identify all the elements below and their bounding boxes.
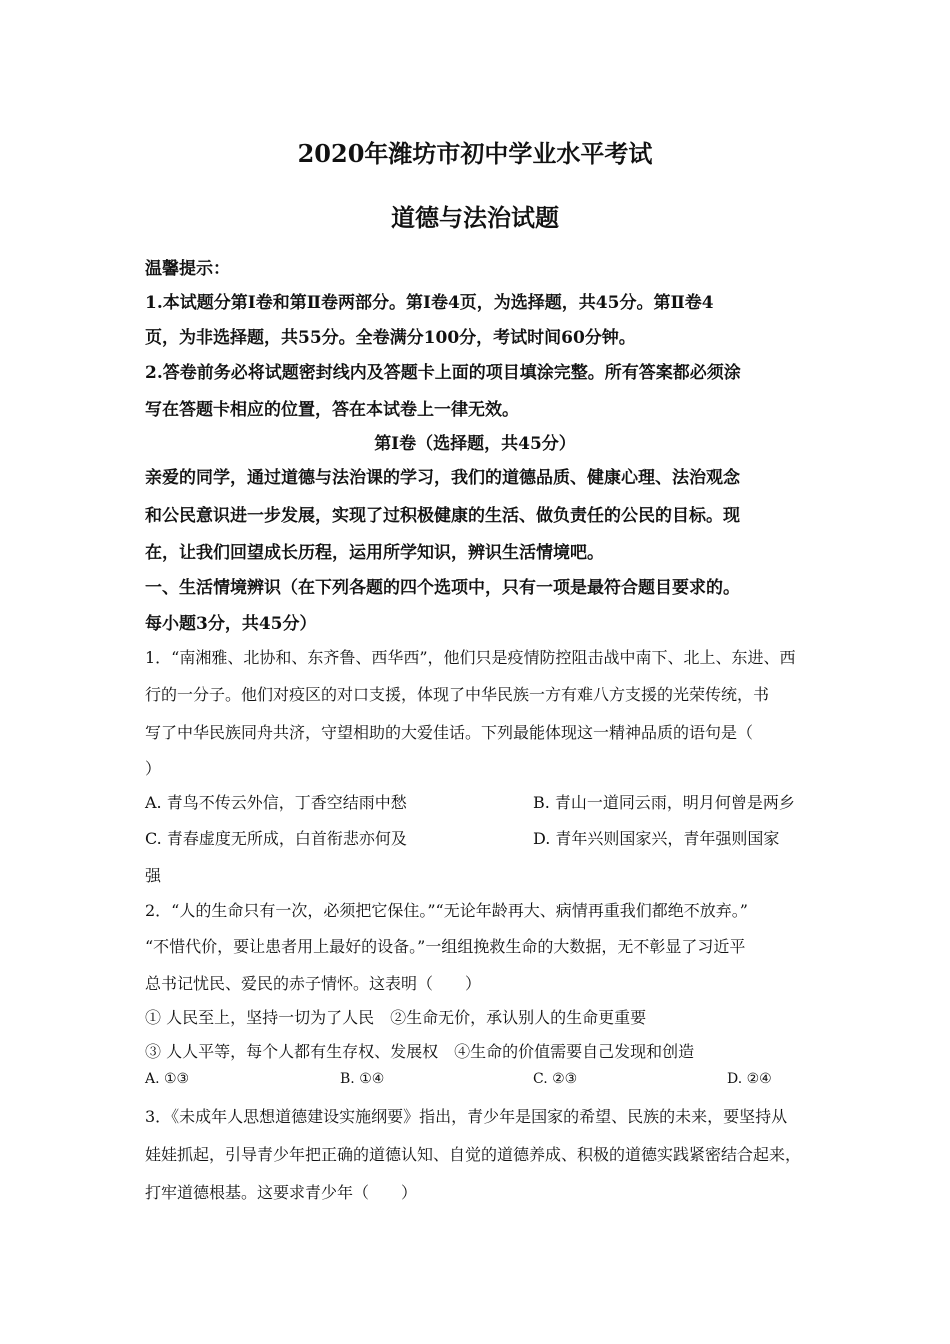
question-2-line-1: 2．“人的生命只有一次，必须把它保住。”“无论年龄再大、病情再重我们都绝不放弃。” xyxy=(145,901,748,920)
question-3-line-1: 3．《未成年人思想道德建设实施纲要》指出，青少年是国家的希望、民族的未来，要坚持从 xyxy=(145,1107,788,1126)
question-1-line-4: ） xyxy=(145,759,162,778)
notice-item-1-line-2: 页，为非选择题，共55分。全卷满分100分，考试时间60分钟。 xyxy=(145,328,636,348)
question-2-option-c: C. ②③ xyxy=(533,1071,578,1087)
exam-subtitle: 道德与法治试题 xyxy=(391,203,559,232)
question-2-line-3: 总书记忧民、爱民的赤子情怀。这表明（ ） xyxy=(145,974,482,993)
part-heading-line-2: 每小题3分，共45分） xyxy=(145,614,317,634)
question-1-option-d-continued: 强 xyxy=(145,866,162,885)
question-1-option-a: A. 青鸟不传云外信，丁香空结雨中愁 xyxy=(145,793,407,812)
question-1-line-3: 写了中华民族同舟共济，守望相助的大爱佳话。下列最能体现这一精神品质的语句是（ xyxy=(145,723,754,742)
question-3-line-2: 娃娃抓起，引导青少年把正确的道德认知、自觉的道德养成、积极的道德实践紧密结合起来， xyxy=(145,1145,802,1164)
notice-item-2-line-1: 2.答卷前务必将试题密封线内及答题卡上面的项目填涂完整。所有答案都必须涂 xyxy=(145,363,741,383)
question-2-line-2: “不惜代价，要让患者用上最好的设备。”一组组挽救生命的大数据，无不彰显了习近平 xyxy=(145,937,746,956)
question-1-option-d: D. 青年兴则国家兴，青年强则国家 xyxy=(533,829,780,848)
question-2-statement-1: ① 人民至上，坚持一切为了人民 ②生命无价，承认别人的生命更重要 xyxy=(145,1008,647,1027)
part-heading-line-1: 一、生活情境辨识（在下列各题的四个选项中，只有一项是最符合题目要求的。 xyxy=(145,578,740,598)
question-1-line-2: 行的一分子。他们对疫区的对口支援，体现了中华民族一方有难八方支援的光荣传统，书 xyxy=(145,685,770,704)
section-heading: 第Ⅰ卷（选择题，共45分） xyxy=(374,434,576,454)
question-2-option-a: A. ①③ xyxy=(145,1071,190,1087)
exam-title: 2020年潍坊市初中学业水平考试 xyxy=(297,139,653,168)
notice-heading: 温馨提示： xyxy=(145,259,230,279)
section-intro-line-1: 亲爱的同学，通过道德与法治课的学习，我们的道德品质、健康心理、法治观念 xyxy=(145,468,740,488)
section-intro-line-2: 和公民意识进一步发展，实现了过积极健康的生活、做负责任的公民的目标。现 xyxy=(145,506,740,526)
section-intro-line-3: 在，让我们回望成长历程，运用所学知识，辨识生活情境吧。 xyxy=(145,543,604,563)
question-1-option-c: C. 青春虚度无所成，白首衔悲亦何及 xyxy=(145,829,407,848)
question-3-line-3: 打牢道德根基。这要求青少年（ ） xyxy=(145,1183,418,1202)
question-1-line-1: 1．“南湘雅、北协和、东齐鲁、西华西”，他们只是疫情防控阻击战中南下、北上、东进、西 xyxy=(145,648,796,667)
notice-item-2-line-2: 写在答题卡相应的位置，答在本试卷上一律无效。 xyxy=(145,400,519,420)
question-2-option-d: D. ②④ xyxy=(727,1071,772,1087)
notice-item-1-line-1: 1.本试题分第Ⅰ卷和第Ⅱ卷两部分。第Ⅰ卷4页，为选择题，共45分。第Ⅱ卷4 xyxy=(145,293,714,313)
question-2-option-b: B. ①④ xyxy=(340,1071,385,1087)
question-2-statement-2: ③ 人人平等，每个人都有生存权、发展权 ④生命的价值需要自己发现和创造 xyxy=(145,1042,695,1061)
question-1-option-b: B. 青山一道同云雨，明月何曾是两乡 xyxy=(533,793,795,812)
